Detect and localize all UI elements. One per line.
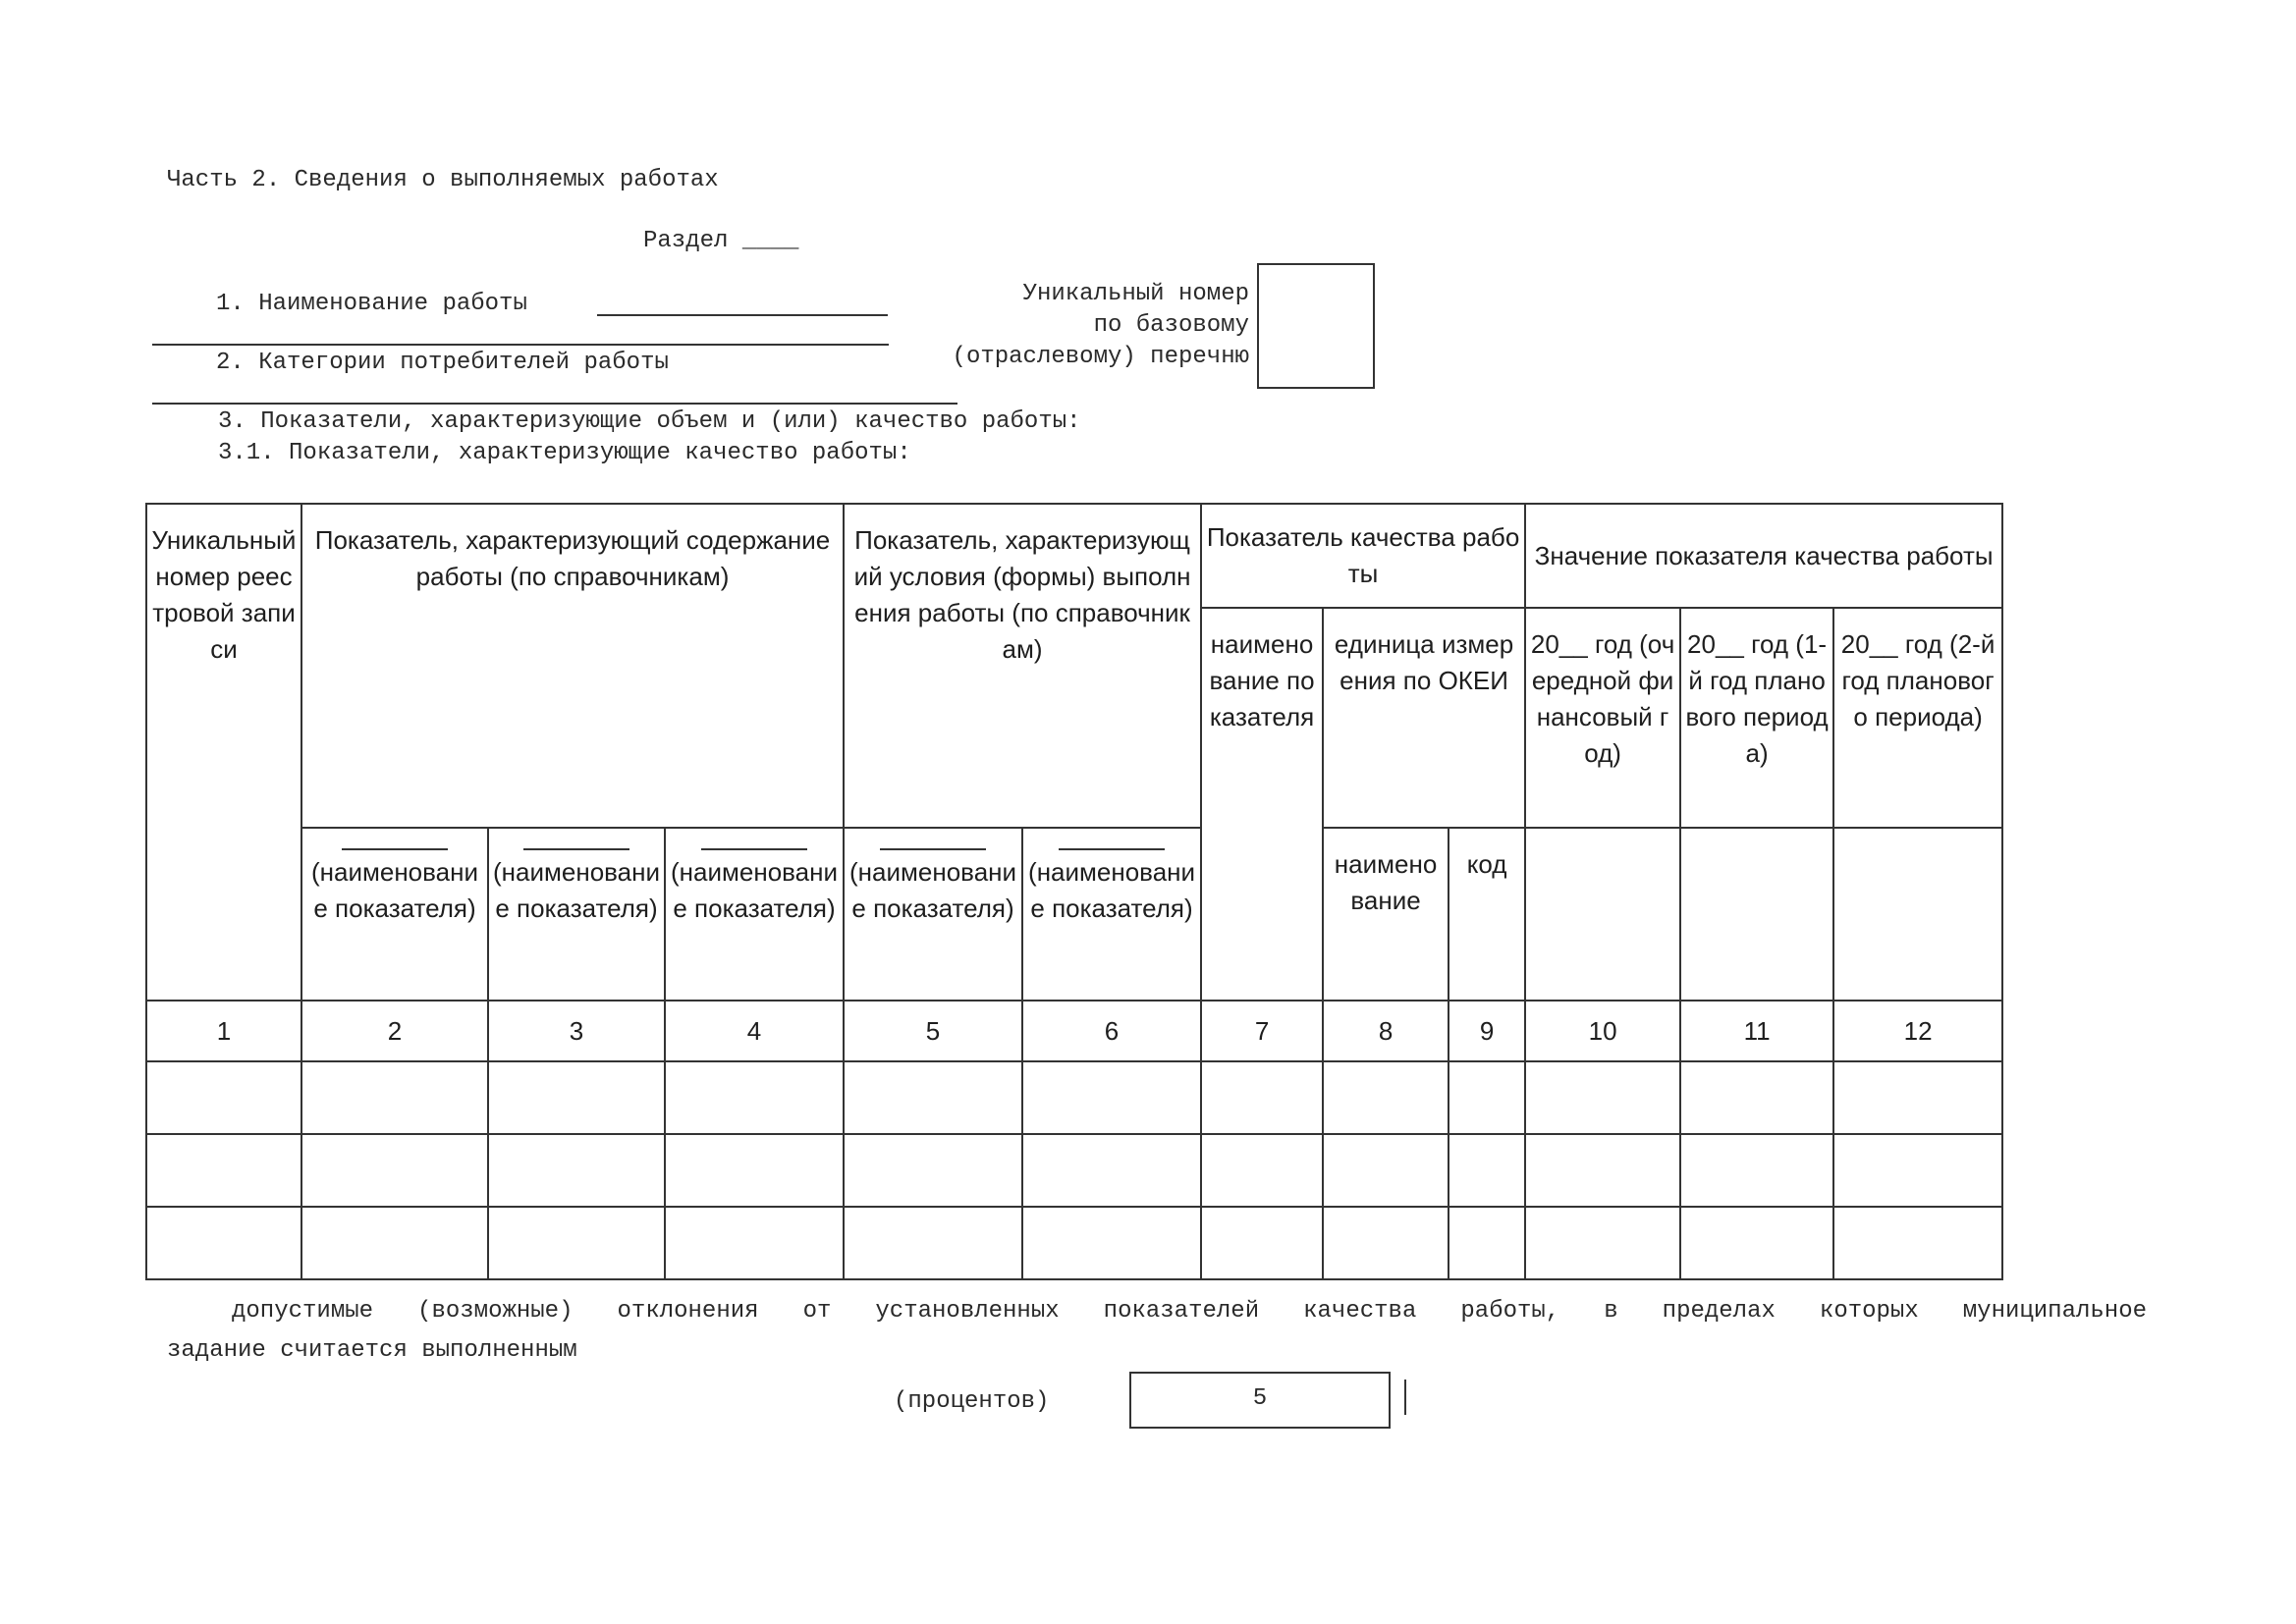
table-cell[interactable] <box>1323 1061 1449 1134</box>
blank-line <box>523 848 629 850</box>
table-cell[interactable] <box>1201 1207 1323 1279</box>
unique-number-box[interactable] <box>1257 263 1375 389</box>
unique-number-line2: по базовому <box>1093 312 1249 339</box>
table-cell[interactable] <box>1680 1061 1833 1134</box>
year3-blank <box>1833 828 2002 1001</box>
percent-value: 5 <box>1252 1385 1268 1412</box>
percent-label: (процентов) <box>894 1388 1050 1415</box>
blank-line <box>342 848 448 850</box>
table-cell[interactable] <box>146 1207 301 1279</box>
table-cell[interactable] <box>146 1134 301 1207</box>
column-number: 10 <box>1525 1001 1680 1061</box>
sub-indicator-4: (наименование показателя) <box>844 828 1022 1001</box>
table-cell[interactable] <box>488 1061 665 1134</box>
sub-indicator-2: (наименование показателя) <box>488 828 665 1001</box>
column-number: 6 <box>1022 1001 1201 1061</box>
column-number: 12 <box>1833 1001 2002 1061</box>
work-name-line <box>597 314 888 316</box>
table-cell[interactable] <box>488 1207 665 1279</box>
column-number: 8 <box>1323 1001 1449 1061</box>
table-row <box>146 1061 2002 1134</box>
column-number: 4 <box>665 1001 844 1061</box>
year1-blank <box>1525 828 1680 1001</box>
work-name-line-2 <box>152 344 889 346</box>
table-cell[interactable] <box>1201 1061 1323 1134</box>
table-cell[interactable] <box>1525 1061 1680 1134</box>
header-content-indicator: Показатель, характеризующий содержание работы (по справочникам) <box>301 504 844 828</box>
sub-indicator-1: (наименование показателя) <box>301 828 488 1001</box>
table-cell[interactable] <box>301 1134 488 1207</box>
table-cell[interactable] <box>1449 1207 1525 1279</box>
footer-text-line2: задание считается выполненным <box>167 1337 577 1364</box>
column-numbers-row <box>146 1001 2002 1061</box>
table-cell[interactable] <box>1525 1134 1680 1207</box>
part-title: Часть 2. Сведения о выполняемых работах <box>167 167 719 193</box>
item1-label: 1. Наименование работы <box>216 291 527 317</box>
column-number: 11 <box>1680 1001 1833 1061</box>
table-cell[interactable] <box>1323 1134 1449 1207</box>
header-unit: единица измерения по ОКЕИ <box>1323 608 1525 828</box>
table-row <box>146 1207 2002 1279</box>
table-cell[interactable] <box>665 1061 844 1134</box>
table-cell[interactable] <box>1449 1134 1525 1207</box>
table-cell[interactable] <box>488 1134 665 1207</box>
header-unit-name: наименование <box>1323 828 1449 1001</box>
consumers-line <box>152 403 957 405</box>
table-cell[interactable] <box>844 1061 1022 1134</box>
table-cell[interactable] <box>146 1061 301 1134</box>
table-cell[interactable] <box>301 1061 488 1134</box>
column-number: 7 <box>1201 1001 1323 1061</box>
quality-indicators-table <box>145 503 2003 1280</box>
table-cell[interactable] <box>1833 1061 2002 1134</box>
blank-line <box>1059 848 1165 850</box>
header-year1: 20__ год (очередной финансовый год) <box>1525 608 1680 828</box>
header-unit-code: код <box>1449 828 1525 1001</box>
table-cell[interactable] <box>1022 1134 1201 1207</box>
table-cell[interactable] <box>1680 1134 1833 1207</box>
table-cell[interactable] <box>844 1207 1022 1279</box>
table-cell[interactable] <box>1323 1207 1449 1279</box>
table-cell[interactable] <box>665 1134 844 1207</box>
header-year2: 20__ год (1-й год планового периода) <box>1680 608 1833 828</box>
section-label: Раздел ____ <box>643 228 799 254</box>
column-number: 2 <box>301 1001 488 1061</box>
table-cell[interactable] <box>1680 1207 1833 1279</box>
column-number: 9 <box>1449 1001 1525 1061</box>
blank-line <box>880 848 986 850</box>
header-conditions-indicator: Показатель, характеризующий условия (формы) выполнения работы (по справочникам) <box>844 504 1201 828</box>
sub-indicator-5: (наименование показателя) <box>1022 828 1201 1001</box>
header-quality-indicator: Показатель качества работы <box>1201 504 1525 608</box>
unique-number-line1: Уникальный номер <box>1022 281 1249 307</box>
item31-label: 3.1. Показатели, характеризующие качество работы: <box>218 440 911 466</box>
item2-label: 2. Категории потребителей работы <box>216 350 669 376</box>
table-cell[interactable] <box>301 1207 488 1279</box>
year2-blank <box>1680 828 1833 1001</box>
table-cell[interactable] <box>1022 1061 1201 1134</box>
percent-field[interactable] <box>1129 1372 1391 1429</box>
sub-indicator-3: (наименование показателя) <box>665 828 844 1001</box>
table-cell[interactable] <box>1833 1207 2002 1279</box>
unique-number-line3: (отраслевому) перечню <box>952 344 1249 370</box>
column-number: 5 <box>844 1001 1022 1061</box>
footer-text-line1: допустимые (возможные) отклонения от установленных показателей качества работы, в пределах которых муниципальное <box>232 1298 2147 1325</box>
field-end-mark <box>1404 1380 1406 1415</box>
table-cell[interactable] <box>665 1207 844 1279</box>
table-cell[interactable] <box>1201 1134 1323 1207</box>
column-number: 3 <box>488 1001 665 1061</box>
table-cell[interactable] <box>1833 1134 2002 1207</box>
table-row <box>146 1134 2002 1207</box>
table-cell[interactable] <box>1525 1207 1680 1279</box>
header-quality-name: наименование показателя <box>1201 608 1323 1001</box>
table-cell[interactable] <box>1022 1207 1201 1279</box>
table-cell[interactable] <box>844 1134 1022 1207</box>
header-registry-number: Уникальный номер реестровой записи <box>146 504 301 1001</box>
column-number: 1 <box>146 1001 301 1061</box>
item3-label: 3. Показатели, характеризующие объем и (или) качество работы: <box>218 408 1081 435</box>
header-year3: 20__ год (2-й год планового периода) <box>1833 608 2002 828</box>
blank-line <box>701 848 807 850</box>
header-quality-value: Значение показателя качества работы <box>1525 504 2002 608</box>
table-cell[interactable] <box>1449 1061 1525 1134</box>
